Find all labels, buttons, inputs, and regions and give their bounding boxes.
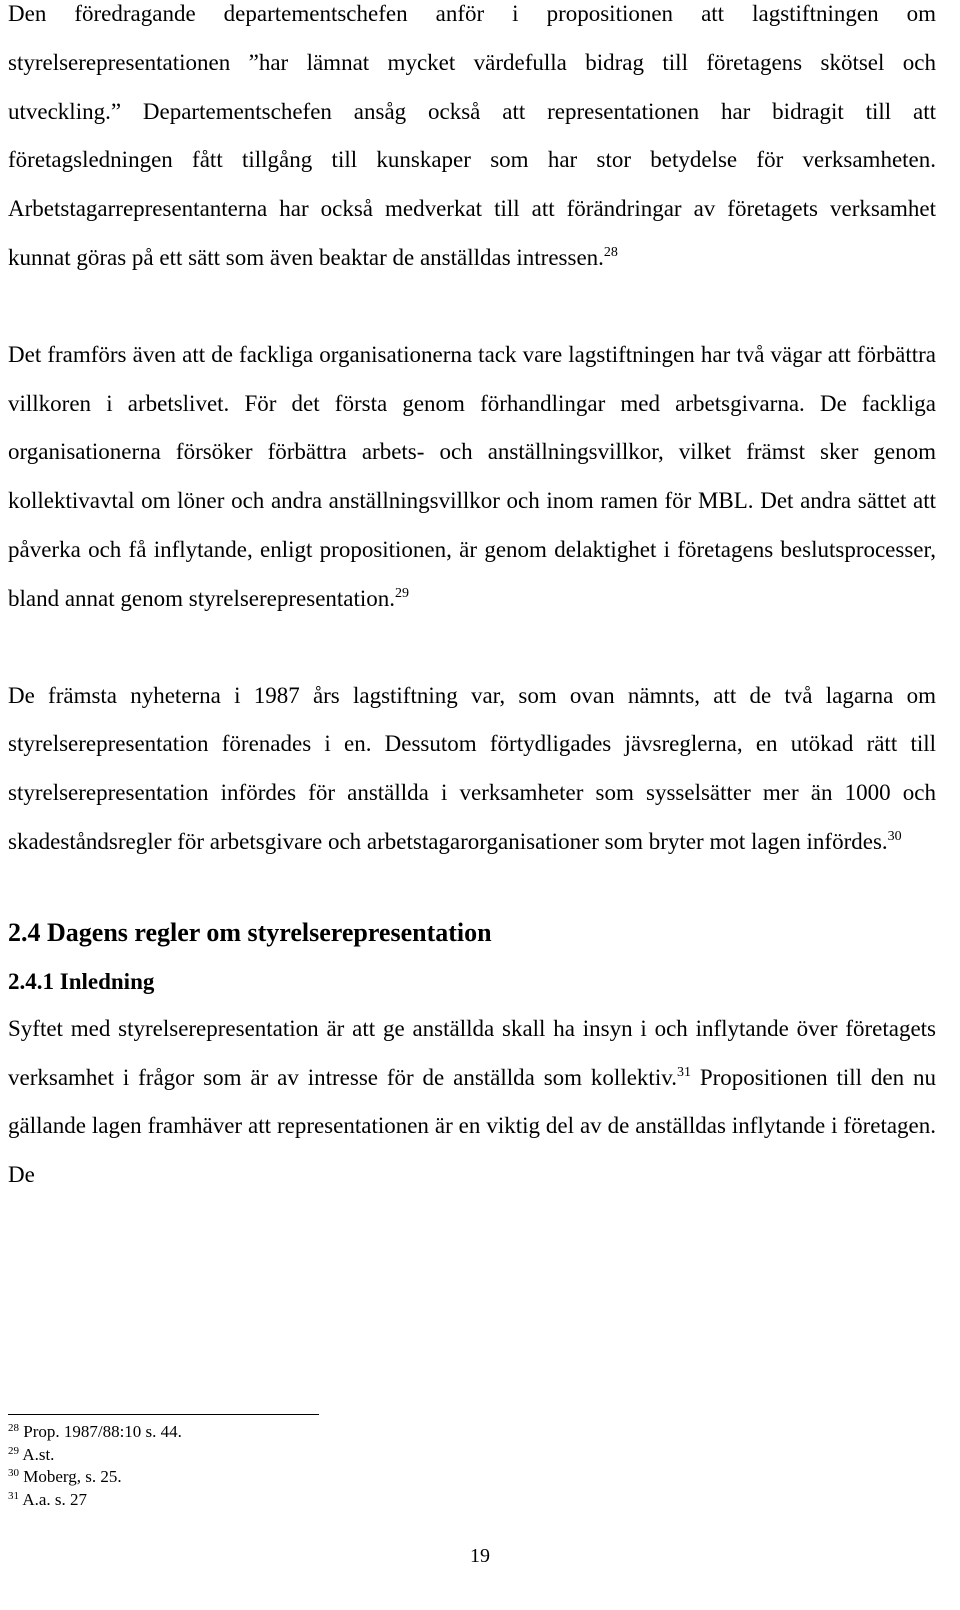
footnote-31 xyxy=(8,1489,182,1512)
body-paragraph-2 xyxy=(8,331,936,624)
page-number: 19 xyxy=(470,1545,490,1567)
document-page xyxy=(8,0,936,1200)
footnote-number: 28 xyxy=(8,1422,19,1434)
footnote-text: Moberg, s. 25. xyxy=(23,1467,122,1486)
footnote-text: A.st. xyxy=(22,1444,55,1464)
footnote-number: 31 xyxy=(8,1489,19,1502)
footnote-28 xyxy=(8,1421,182,1444)
paragraph-text: Syftet med styrelserepresentation är att ge anställda skall ha insyn i och inflytande över företagets verksamhet i frågor som är av intresse för de anställda som kollektiv. xyxy=(8,1015,936,1090)
footnotes xyxy=(8,1421,182,1511)
footnote-number: 30 xyxy=(8,1467,19,1479)
footnote-ref-28: 28 xyxy=(603,244,618,260)
section-heading: 2.4 Dagens regler om styrelserepresentation xyxy=(8,917,492,947)
body-paragraph-3 xyxy=(8,672,936,867)
body-paragraph-1 xyxy=(8,0,936,283)
footnote-ref-30: 30 xyxy=(887,828,902,844)
paragraph-text: De främsta nyheterna i 1987 års lagstiftning var, som ovan nämnts, att de två lagarna om styrelserepresentation förenades i en. Dessutom förtydligades jävsreglerna, en utökad rätt till styrelserepresentation infördes för anställda i verksamheter som sysselsätter mer än 1000 och skadeståndsregler för arbetsgivare och arbetstagarorganisationer som bryter mot lagen infördes. xyxy=(8,682,936,854)
subsection-heading: 2.4.1 Inledning xyxy=(8,968,155,994)
body-paragraph-4 xyxy=(8,1005,936,1200)
paragraph-text: Den föredragande departementschefen anför i propositionen att lagstiftningen om styrelserepresentationen ”har lämnat mycket värdefulla bidrag till företagens skötsel och utveckling.” Departementschefen ansåg också att representationen har bidragit till att företagsledningen fått tillgång till kunskaper som har stor betydelse för verksamheten. Arbetstagarrepresentanterna har också medverkat till att förändringar av företagets verksamhet kunnat göras på ett sätt som även beaktar de anställdas intressen. xyxy=(8,1,936,270)
paragraph-text-continued: Propositionen till den nu gällande lagen framhäver att representationen är en viktig del av de anställdas inflytande i företagen. De xyxy=(8,1064,936,1188)
footnote-30 xyxy=(8,1466,182,1489)
footnote-ref-29: 29 xyxy=(395,585,410,601)
footnote-text: Prop. 1987/88:10 s. 44. xyxy=(23,1422,182,1441)
footnote-text: A.a. s. 27 xyxy=(22,1489,88,1509)
paragraph-text: Det framförs även att de fackliga organisationerna tack vare lagstiftningen har två vägar att förbättra villkoren i arbetslivet. För det första genom förhandlingar med arbetsgivarna. De fackliga organisationerna försöker förbättra arbets- och anställningsvillkor, vilket främst sker genom kollektivavtal om löner och andra anställningsvillkor och inom ramen för MBL. Det andra sättet att påverka och få inflytande, enligt propositionen, är genom delaktighet i företagens beslutsprocesser, bland annat genom styrelserepresentation. xyxy=(8,341,936,611)
footnote-number: 29 xyxy=(8,1444,19,1457)
footnote-29 xyxy=(8,1444,182,1467)
footnote-separator xyxy=(8,1414,319,1415)
footnote-ref-31: 31 xyxy=(676,1064,691,1080)
